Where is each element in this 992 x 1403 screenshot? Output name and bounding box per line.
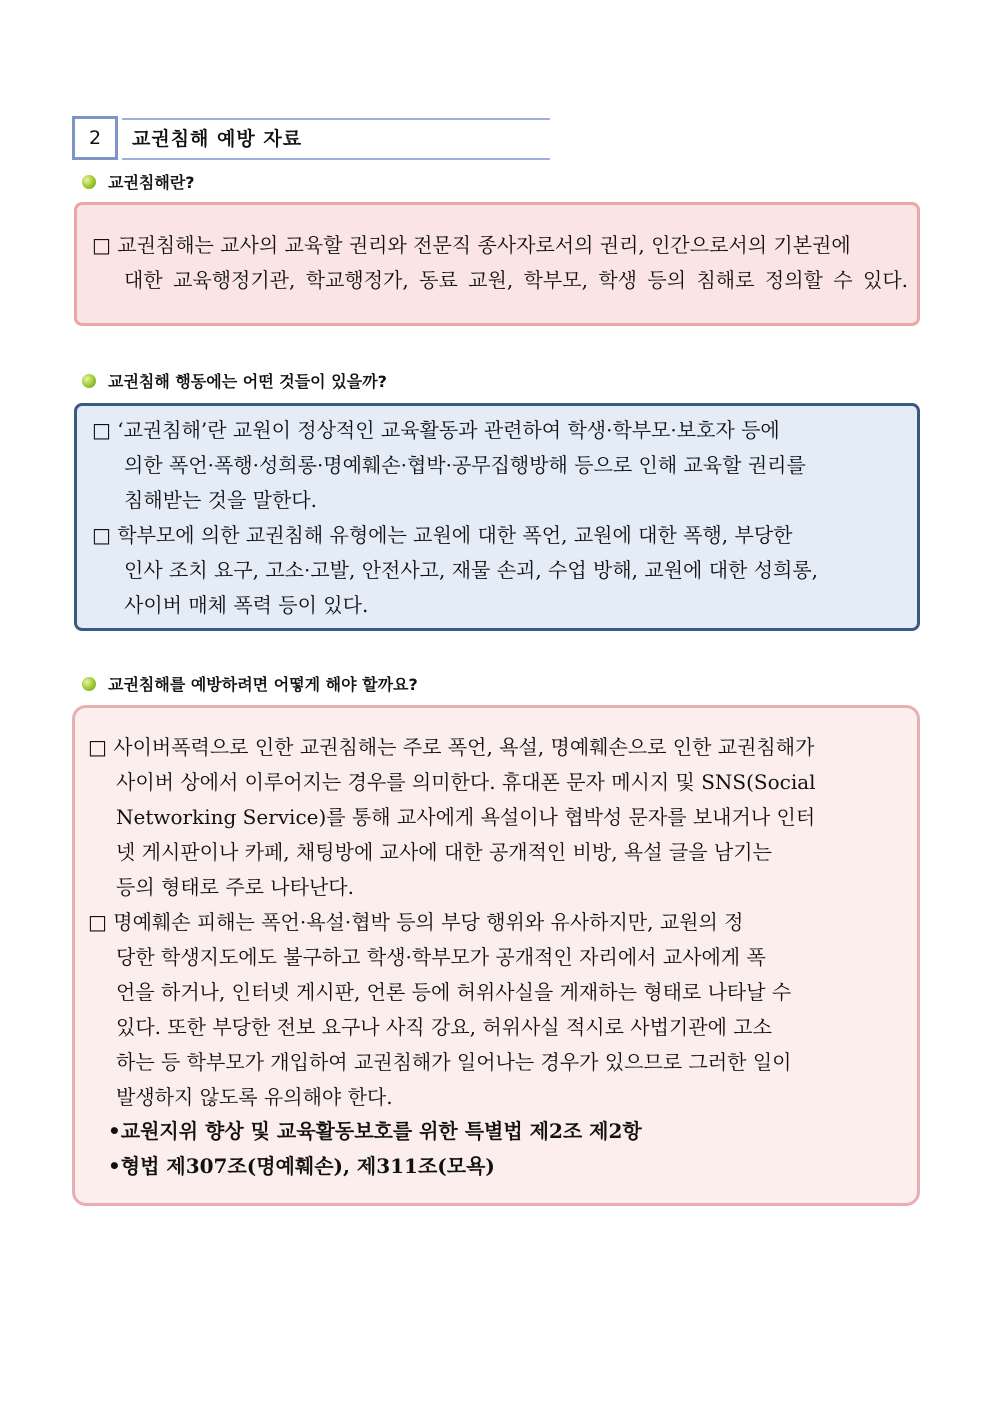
answer-3-p2-line-6: 발생하지 않도록 유의해야 한다. (116, 1085, 393, 1109)
reference-1: •교원지위 향상 및 교육활동보호를 위한 특별법 제2조 제2항 (108, 1119, 642, 1143)
answer-3-p1-line-3: Networking Service)를 통해 교사에게 욕설이나 협박성 문자를 보내거나 인터 (116, 805, 816, 829)
answer-2-p2-line-2: 인사 조치 요구, 고소·고발, 안전사고, 재물 손괴, 수업 방해, 교원에 대한 성희롱, (124, 558, 819, 582)
question-2 (82, 369, 387, 392)
question-1-title: 교권침해란? (108, 173, 195, 192)
answer-2-p1-line-3: 침해받는 것을 말한다. (124, 488, 317, 512)
answer-3-p2-line-2: 당한 학생지도에도 불구하고 학생·학부모가 공개적인 자리에서 교사에게 폭 (116, 945, 766, 969)
answer-3-p2-line-1: □ 명예훼손 피해는 폭언·욕설·협박 등의 부당 행위와 유사하지만, 교원의 정 (88, 910, 744, 934)
answer-3-p2-line-3: 언을 하거나, 인터넷 게시판, 언론 등에 허위사실을 게재하는 형태로 나타날 수 (116, 980, 792, 1004)
question-3 (82, 672, 418, 695)
answer-3-p2-line-5: 하는 등 학부모가 개입하여 교권침해가 일어나는 경우가 있으므로 그러한 일이 (116, 1050, 792, 1074)
answer-2-p1-line-1: □ ‘교권침해’란 교원이 정상적인 교육활동과 관련하여 학생·학부모·보호자 등에 (92, 418, 780, 442)
answer-1-line-1: □ 교권침해는 교사의 교육할 권리와 전문직 종사자로서의 권리, 인간으로서의 기본권에 (92, 233, 851, 257)
section-header (72, 116, 552, 160)
question-1 (82, 170, 195, 193)
answer-2-p2-line-3: 사이버 매체 폭력 등이 있다. (124, 593, 369, 617)
question-3-title: 교권침해를 예방하려면 어떻게 해야 할까요? (108, 675, 418, 694)
bullet-dot-icon (82, 677, 96, 691)
answer-3-p1-line-5: 등의 형태로 주로 나타난다. (116, 875, 354, 899)
answer-2-p1-line-2: 의한 폭언·폭행·성희롱·명예훼손·협박·공무집행방해 등으로 인해 교육할 권리를 (124, 453, 806, 477)
section-number: 2 (72, 116, 118, 160)
reference-2: •형법 제307조(명예훼손), 제311조(모욕) (108, 1154, 495, 1178)
answer-3-p1-line-1: □ 사이버폭력으로 인한 교권침해는 주로 폭언, 욕설, 명예훼손으로 인한 교권침해가 (88, 735, 815, 759)
answer-1-line-2: 대한 교육행정기관, 학교행정가, 동료 교원, 학부모, 학생 등의 침해로 정의할 수 있다. (124, 268, 908, 292)
section-title: 교권침해 예방 자료 (132, 128, 303, 150)
bullet-dot-icon (82, 175, 96, 189)
answer-3-p1-line-4: 넷 게시판이나 카페, 채팅방에 교사에 대한 공개적인 비방, 욕설 글을 남기는 (116, 840, 772, 864)
bullet-dot-icon (82, 374, 96, 388)
answer-3-p2-line-4: 있다. 또한 부당한 전보 요구나 사직 강요, 허위사실 적시로 사법기관에 고소 (116, 1015, 772, 1039)
answer-3-p1-line-2: 사이버 상에서 이루어지는 경우를 의미한다. 휴대폰 문자 메시지 및 SNS(Social (116, 770, 816, 794)
answer-2-p2-line-1: □ 학부모에 의한 교권침해 유형에는 교원에 대한 폭언, 교원에 대한 폭행, 부당한 (92, 523, 793, 547)
question-2-title: 교권침해 행동에는 어떤 것들이 있을까? (108, 372, 387, 391)
